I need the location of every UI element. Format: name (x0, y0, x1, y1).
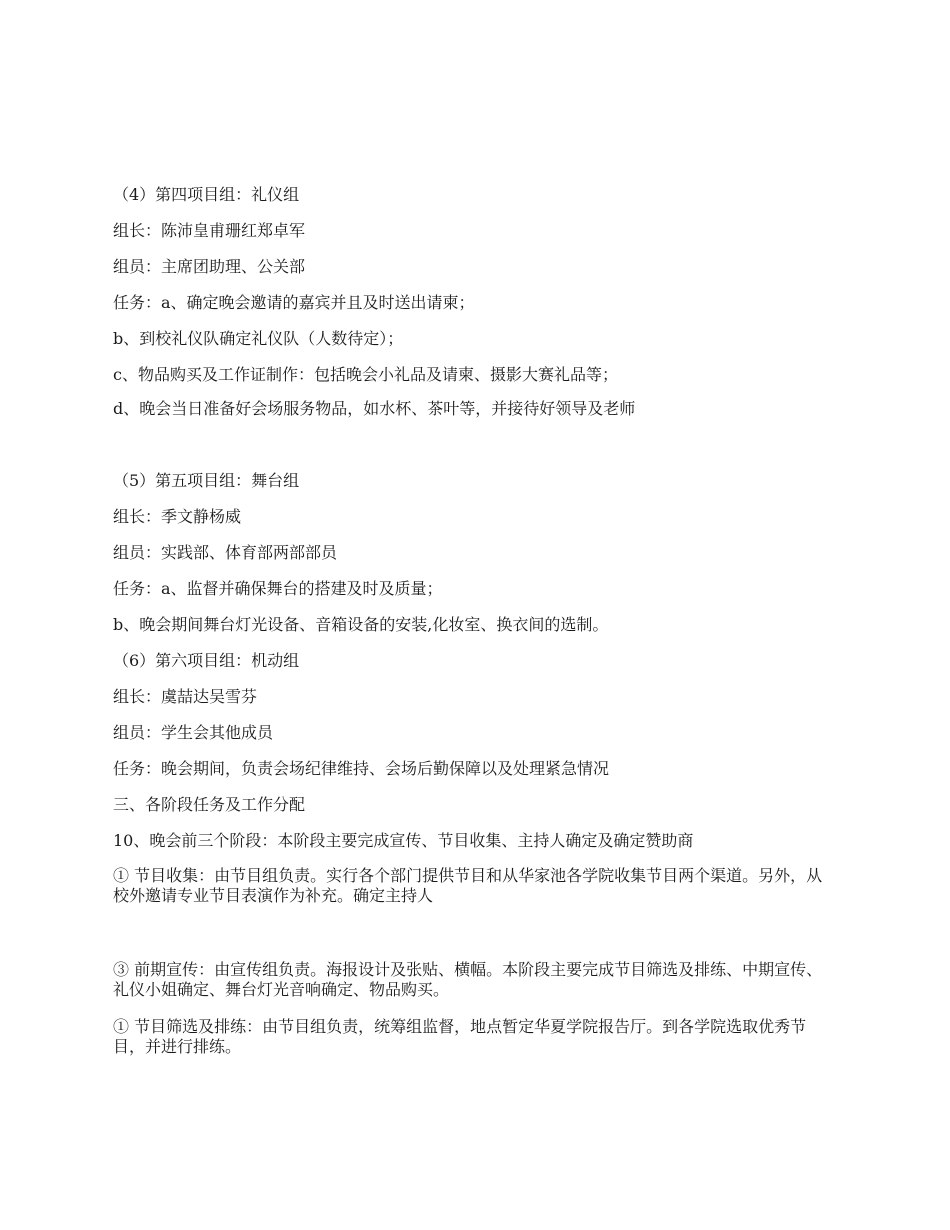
group5-task-b: b、晚会期间舞台灯光设备、音箱设备的安装,化妆室、换衣间的选制。 (113, 615, 609, 634)
section3-heading: 三、各阶段任务及工作分配 (113, 795, 306, 814)
group4-task-b: b、到校礼仪队确定礼仪队（人数待定）； (113, 329, 404, 348)
group4-task-a: 任务：a、确定晚会邀请的嘉宾并且及时送出请柬； (113, 293, 475, 312)
group4-leader: 组长：陈沛皇甫珊红郑卓军 (113, 221, 306, 240)
group6-task: 任务：晚会期间，负责会场纪律维持、会场后勤保障以及处理紧急情况 (113, 759, 610, 778)
group6-members: 组员：学生会其他成员 (113, 723, 274, 742)
group4-task-d: d、晚会当日准备好会场服务物品，如水杯、茶叶等，并接待好领导及老师 (113, 399, 636, 418)
section3-phase: 10、晚会前三个阶段：本阶段主要完成宣传、节目收集、主持人确定及确定赞助商 (113, 831, 694, 850)
section3-item-program-selection: ① 节目筛选及排练：由节目组负责，统筹组监督，地点暂定华夏学院报告厅。到各学院选取优秀节目，并进行排练。 (113, 1017, 807, 1056)
group5-task-a: 任务：a、监督并确保舞台的搭建及时及质量； (113, 579, 443, 598)
group5-leader: 组长：季文静杨威 (113, 507, 242, 526)
section3-item-program-collection: ① 节目收集：由节目组负责。实行各个部门提供节目和从华家池各学院收集节目两个渠道。另外，从校外邀请专业节目表演作为补充。确定主持人 (113, 866, 823, 905)
group6-leader: 组长：虞喆达吴雪芬 (113, 687, 258, 706)
group5-members: 组员：实践部、体育部两部部员 (113, 543, 338, 562)
group6-heading: （6）第六项目组：机动组 (113, 651, 300, 670)
group4-heading: （4）第四项目组：礼仪组 (113, 185, 300, 204)
section3-item-early-publicity: ③ 前期宣传：由宣传组负责。海报设计及张贴、横幅。本阶段主要完成节目筛选及排练、中期宣传、礼仪小姐确定、舞台灯光音响确定、物品购买。 (113, 960, 823, 999)
group4-task-c: c、物品购买及工作证制作：包括晚会小礼品及请柬、摄影大赛礼品等； (113, 365, 618, 384)
document-page (113, 0, 833, 1230)
group5-heading: （5）第五项目组：舞台组 (113, 471, 300, 490)
group4-members: 组员：主席团助理、公关部 (113, 257, 306, 276)
